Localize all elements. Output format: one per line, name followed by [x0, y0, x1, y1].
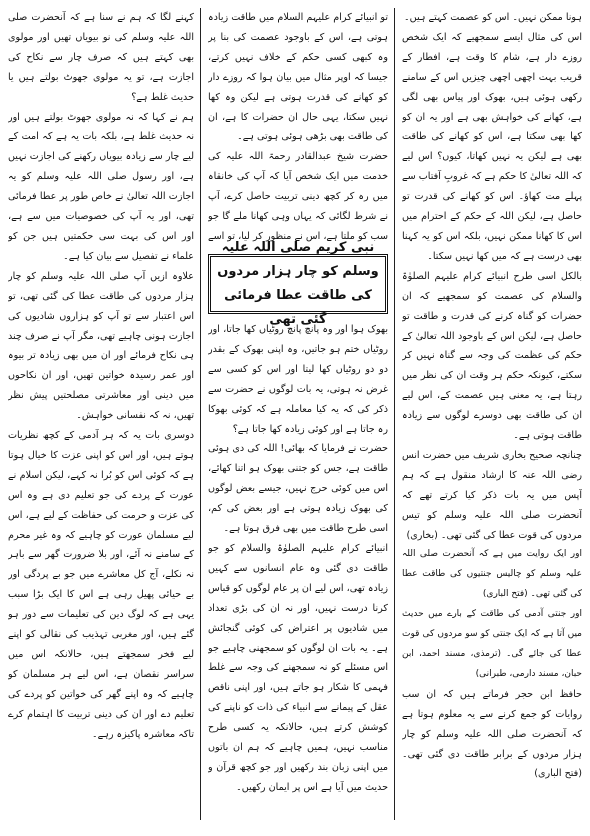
- middle-column-top: [208, 8, 388, 250]
- paragraph: اس کی مثال ایسے سمجھیے کہ ایک شخص روزے دار ہے، شام کا وقت ہے، افطار کے قریب بہت اچھی اچھی چیزیں اس کے سامنے رکھی ہوئی ہیں، بھوک اور پیاس بھی لگی ہے، کھانے کی خواہش بھی ہے اور یہ ان کو کھا بھی سکتا ہے، اس کو کھانے کی طاقت بھی ہے لیکن یہ نہیں کھاتا، کیوں؟ اس لیے کہ اللہ تعالیٰ کا حکم ہے کہ غروبِ آفتاب سے پہلے مت کھاؤ۔ اس کو کھانے کی قدرت تو حاصل ہے، لیکن اللہ کے حکم کے احترام میں اس کا کھانا ممکن نہیں، بلکہ اس کو یہ کہنا بھی درست ہے کہ میں کھا نہیں سکتا۔: [402, 31, 582, 262]
- paragraph: انبیائے کرام علیہم الصلوٰۃ والسلام کو جو طاقت دی گئی وہ عام انسانوں سے کہیں زیادہ تھی، اس لیے ان پر عام لوگوں کو قیاس کرنا درست نہیں، اور نہ ان کی بڑی تعداد میں شادیوں پر اعتراض کی کوئی گنجائش ہے۔ یہ بات ان لوگوں کو سمجھنی چاہیے جو اس مسئلے کو نہ سمجھنے کی وجہ سے غلط فہمی کا شکار ہو جاتے ہیں، اور اپنی ناقص عقل کے پیمانے سے انبیاء کی ذات کو ناپنے کی کوشش کرتے ہیں، حالانکہ یہ کسی طرح مناسب نہیں، ہمیں چاہیے کہ ہم ان باتوں میں اپنی زبان بند رکھیں اور جو کچھ قرآن و حدیث میں آیا ہے اس پر ایمان رکھیں۔: [208, 542, 388, 793]
- paragraph: حضرت نے فرمایا کہ بھائی! اللہ کی دی ہوئی طاقت ہے، جس کو جتنی بھوک ہو اتنا کھائے، اس میں کوئی حرج نہیں، جیسے بعض لوگوں کی بھوک زیادہ ہوتی ہے اور بعض کی کم، اسی طرح طاقت میں بھی فرق ہوتا ہے۔: [208, 443, 388, 535]
- paragraph: ہونا ممکن نہیں۔ اس کو عصمت کہتے ہیں۔: [404, 12, 582, 23]
- middle-column-bottom: [208, 320, 388, 820]
- paragraph: حضرت شیخ عبدالقادر رحمۃ اللہ علیہ کی خدمت میں ایک شخص آیا کہ آپ کی خانقاہ میں رہ کر کچھ دینی تربیت حاصل کرے، آپ نے شرط لگائی کہ یہاں وہی کھانا ملے گا جو سب کو ملتا ہے، اس نے منظور کر لیا، تو اسے: [208, 151, 388, 242]
- middle-column: [208, 8, 388, 820]
- paragraph: دوسری بات یہ کہ ہر آدمی کے کچھ نظریات ہوتے ہیں، اور اس کو اپنی عزت کا خیال ہوتا ہے کہ کوئی اس کو بُرا نہ کہے، لیکن اسلام نے عورت کے پردے کی جو تعلیم دی ہے وہ اس کی عزت و حرمت کی حفاظت کے لیے ہے، اس لیے مسلمان عورت کو چاہیے کہ وہ غیر محرم کے سامنے نہ آئے، اور بلا ضرورت گھر سے باہر نہ نکلے، آج کل معاشرے میں جو بے پردگی اور بے حیائی پھیل رہی ہے اس کا ایک بڑا سبب یہی ہے کہ لوگ دین کی تعلیمات سے دور ہو گئے ہیں، اور مغربی تہذیب کی نقالی کو اپنے لیے فخر سمجھتے ہیں، حالانکہ اس میں سراسر نقصان ہے، اس لیے ہر مسلمان کو چاہیے کہ وہ اپنے گھر کی خواتین کو پردے کی تعلیم دے اور ان کی دینی تربیت کا اہتمام کرے تاکہ معاشرہ پاکیزہ رہے۔: [8, 430, 194, 740]
- paragraph: بھوک ہوا اور وہ پانچ پانچ روٹیاں کھا جاتا، اور روٹیاں ختم ہو جاتیں، وہ اپنی بھوک کے بقدر دو دو روٹیاں کھا لیتا اور اس کو کسی سے غرض نہ ہوتی، یہ بات لوگوں نے حضرت سے ذکر کی کہ یہ کیا معاملہ ہے کہ کوئی بھوکا رہ جاتا ہے اور کوئی زیادہ کھا جاتا ہے؟: [208, 324, 388, 435]
- column-divider: [200, 8, 201, 820]
- boxed-heading-text: نبی کریم صلی اللہ علیہ وسلم کو چار ہزار مردوں کی طاقت عطا فرمائی گئی تھی: [217, 240, 379, 327]
- document-page: [8, 8, 582, 820]
- paragraph: بالکل اسی طرح انبیائے کرام علیہم الصلوٰۃ والسلام کی عصمت کو سمجھیے کہ ان حضرات کو گناہ کرنے کی قدرت و طاقت تو حاصل ہے، لیکن اس کے باوجود اللہ تعالیٰ کے حکم کی عظمت کی وجہ سے گناہ نہیں کر سکتے، کیونکہ حکم ہر وقت ان کی نظر میں رہتا ہے، یہ معنی ہیں عصمت کے، اس لیے ان کی طاقت بھی دوسرے لوگوں سے زیادہ طاقت ہوتی ہے۔: [402, 270, 582, 442]
- paragraph: ہم نے کہا کہ نہ مولوی جھوٹ بولتے ہیں اور نہ حدیث غلط ہے، بلکہ بات یہ ہے کہ امت کے لیے چار سے زیادہ بیویاں رکھنے کی اجازت نہیں ہے، اور رسول صلی اللہ علیہ وسلم کو یہ اجازت اللہ تعالیٰ نے خاص طور پر عطا فرمائی تھی، اور یہ آپ کی خصوصیات میں سے ہے، اور اس کی بہت سی حکمتیں ہیں جن کو علماء نے تفصیل سے بیان کیا ہے۔: [8, 111, 194, 262]
- paragraph: اور ایک روایت میں ہے کہ آنحضرت صلی اللہ علیہ وسلم کو چالیس جنتیوں کی طاقت عطا کی گئی تھی۔ (فتح الباری): [402, 549, 582, 600]
- paragraph: کہنے لگا کہ ہم نے سنا ہے کہ آنحضرت صلی اللہ علیہ وسلم کی نو بیویاں تھیں اور مولوی بھی کہتے ہیں کہ صرف چار سے نکاح کی اجازت ہے، تو یہ مولوی جھوٹ بولتے ہیں یا حدیث غلط ہے؟: [8, 12, 194, 103]
- boxed-heading: [208, 240, 388, 327]
- paragraph: حافظ ابن حجر فرماتے ہیں کہ ان سب روایات کو جمع کرنے سے یہ معلوم ہوتا ہے کہ آنحضرت صلی اللہ علیہ وسلم کو چار ہزار مردوں کے برابر طاقت دی گئی تھی۔ (فتح الباری): [402, 688, 582, 780]
- paragraph: تو انبیائے کرام علیہم السلام میں طاقت زیادہ ہوتی ہے، اس کے باوجود عصمت کی بنا پر وہ کبھی کسی حکم کے خلاف نہیں کرتے، جیسا کہ اوپر مثال میں بیان ہوا کہ روزے دار کو کھانے کی قدرت ہوتی ہے لیکن وہ کھا نہیں سکتا، یہی حال ان حضرات کا ہے، ان کی طاقت بھی بڑھی ہوئی ہوتی ہے۔: [208, 12, 388, 143]
- paragraph: علاوہ ازیں آپ صلی اللہ علیہ وسلم کو چار ہزار مردوں کی طاقت عطا کی گئی تھی، تو اس اعتبار سے تو آپ کو ہزاروں شادیوں کی اجازت ہونی چاہیے تھی، مگر آپ نے صرف چند ہی نکاح فرمائے اور ان میں بھی زیادہ تر بیوہ اور عمر رسیدہ خواتین تھیں، اور ان نکاحوں میں دینی اور معاشرتی مصلحتیں پیش نظر تھیں، نہ کہ نفسانی خواہش۔: [8, 270, 194, 422]
- right-column: [402, 8, 582, 820]
- left-column: [8, 8, 194, 820]
- column-divider: [394, 8, 395, 820]
- paragraph: اور جنتی آدمی کی طاقت کے بارے میں حدیث میں آتا ہے کہ ایک جنتی کو سو مردوں کی قوت عطا کی جائے گی۔ (ترمذی، مسند احمد، ابن حبان، مسند دارمی، طبرانی): [402, 609, 582, 679]
- paragraph: چنانچہ صحیح بخاری شریف میں حضرت انس رضی اللہ عنہ کا ارشاد منقول ہے کہ ہم آپس میں یہ بات ذکر کیا کرتے تھے کہ آنحضرت صلی اللہ علیہ وسلم کو تیس مردوں کی قوت عطا کی گئی تھی۔ (بخاری): [402, 449, 582, 541]
